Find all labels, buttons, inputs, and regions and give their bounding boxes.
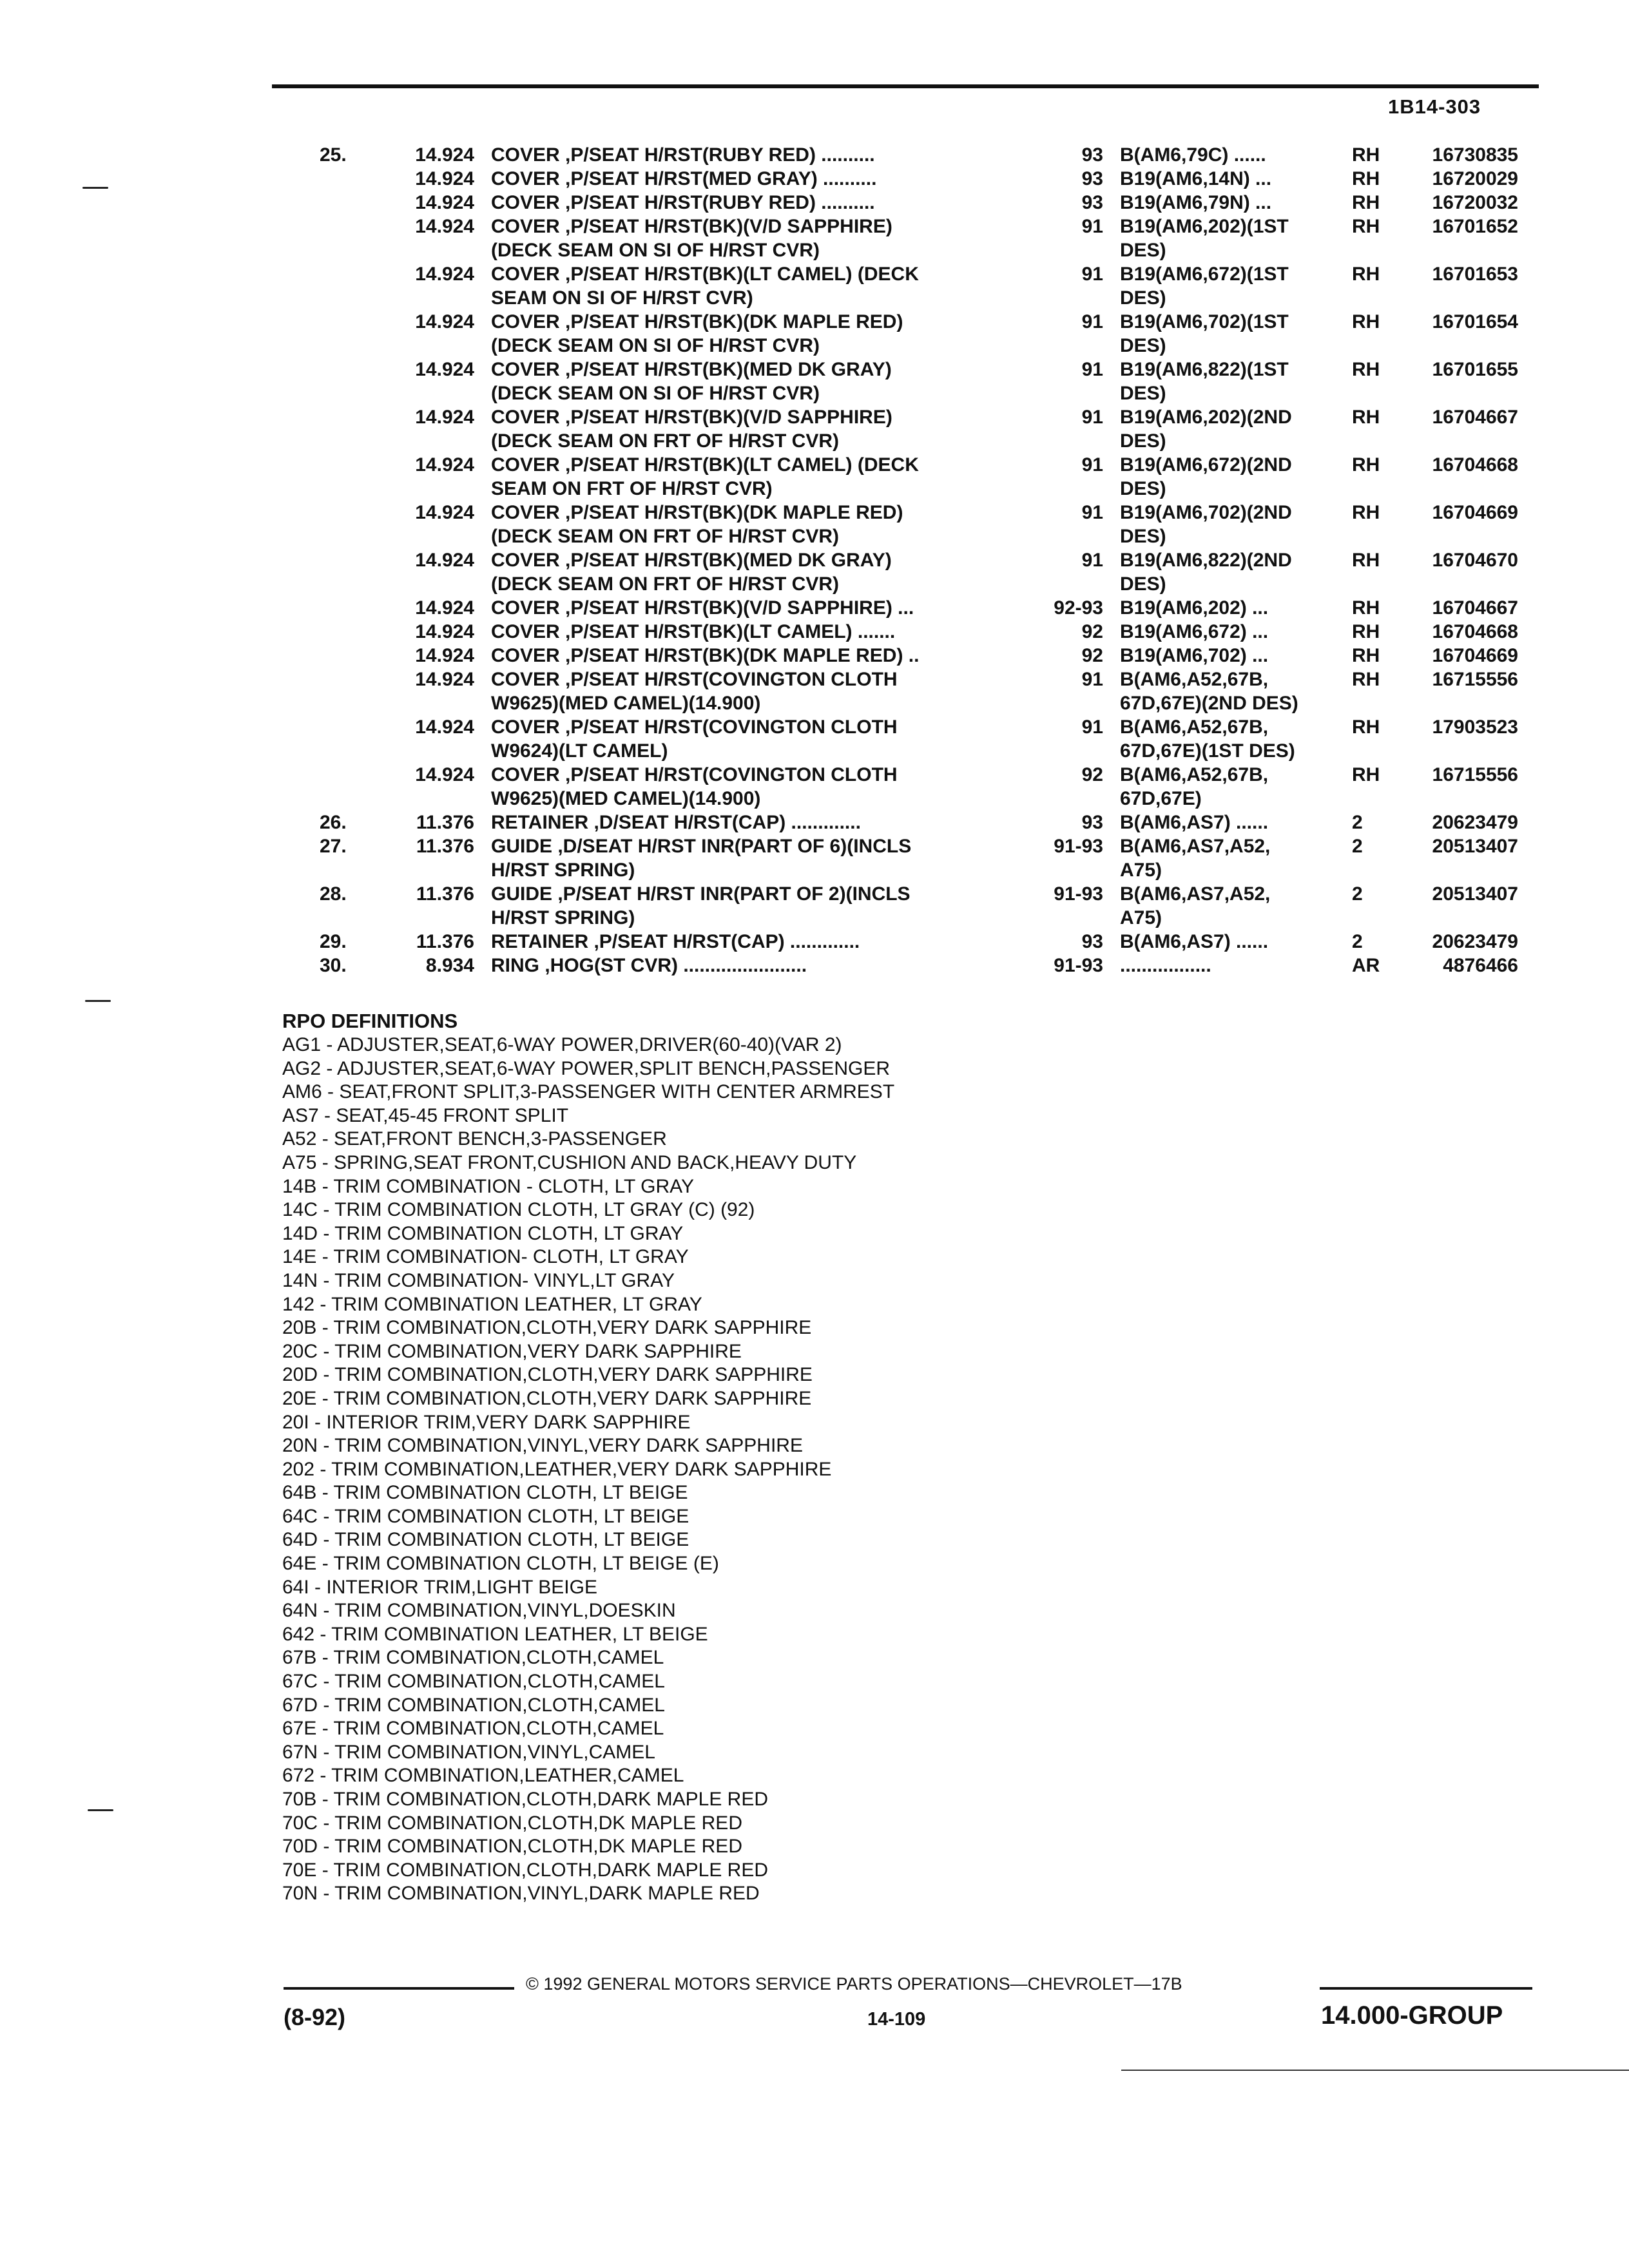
part-description: COVER ,P/SEAT H/RST(BK)(LT CAMEL) ....... (491, 621, 896, 642)
item-number: 25. (320, 144, 347, 166)
part-description: RETAINER ,D/SEAT H/RST(CAP) ............. (491, 812, 861, 833)
rpo-line: 20I - INTERIOR TRIM,VERY DARK SAPPHIRE (282, 1411, 691, 1433)
footer-rule (284, 1987, 514, 1990)
rpo-line: 14C - TRIM COMBINATION CLOTH, LT GRAY (C) (92) (282, 1199, 755, 1221)
rpo-line: 14E - TRIM COMBINATION- CLOTH, LT GRAY (282, 1246, 689, 1268)
group-number: 14.924 (415, 216, 474, 237)
model-usage: ................. (1120, 955, 1211, 976)
rpo-line: 67E - TRIM COMBINATION,CLOTH,CAMEL (282, 1718, 664, 1740)
group-number: 14.924 (415, 407, 474, 428)
rpo-line: 20D - TRIM COMBINATION,CLOTH,VERY DARK SAPPHIRE (282, 1364, 813, 1386)
model-year: 91 (1081, 264, 1103, 285)
rpo-line: 64C - TRIM COMBINATION CLOTH, LT BEIGE (282, 1505, 689, 1527)
group-number: 11.376 (416, 883, 474, 905)
part-number: 16720029 (1432, 168, 1518, 189)
rpo-line: 67N - TRIM COMBINATION,VINYL,CAMEL (282, 1741, 655, 1763)
part-number: 20513407 (1432, 883, 1518, 905)
rpo-line: 64I - INTERIOR TRIM,LIGHT BEIGE (282, 1576, 597, 1598)
parts-row (0, 143, 1629, 167)
parts-row (0, 548, 1629, 596)
rpo-line: 70N - TRIM COMBINATION,VINYL,DARK MAPLE RED (282, 1883, 760, 1905)
part-description: COVER ,P/SEAT H/RST(BK)(V/D SAPPHIRE) (DECK SEAM ON FRT OF H/RST CVR) (491, 407, 892, 452)
parts-row (0, 954, 1629, 977)
model-year: 91 (1081, 359, 1103, 380)
rpo-line: 14N - TRIM COMBINATION- VINYL,LT GRAY (282, 1269, 675, 1291)
model-year: 92 (1081, 645, 1103, 666)
part-number: 20623479 (1432, 812, 1518, 833)
rpo-line: A52 - SEAT,FRONT BENCH,3-PASSENGER (282, 1128, 667, 1150)
part-number: 16701654 (1432, 311, 1518, 332)
model-usage: B19(AM6,202)(2ND DES) (1120, 407, 1292, 452)
quantity: RH (1352, 359, 1380, 380)
model-year: 92 (1081, 764, 1103, 785)
group-number: 14.924 (415, 264, 474, 285)
group-number: 11.376 (416, 836, 474, 857)
item-number: 30. (320, 955, 347, 976)
quantity: 2 (1352, 931, 1363, 952)
group-number: 14.924 (415, 168, 474, 189)
model-year: 91-93 (1054, 883, 1103, 905)
group-number: 14.924 (415, 764, 474, 785)
bottom-rule (1121, 2070, 1629, 2071)
quantity: RH (1352, 669, 1380, 690)
model-year: 93 (1081, 168, 1103, 189)
part-description: COVER ,P/SEAT H/RST(BK)(DK MAPLE RED) .. (491, 645, 920, 666)
footer-group: 14.000-GROUP (1321, 2001, 1503, 2030)
parts-row (0, 644, 1629, 668)
model-usage: B(AM6,AS7) ...... (1120, 931, 1269, 952)
quantity: RH (1352, 621, 1380, 642)
parts-row (0, 167, 1629, 191)
parts-row (0, 834, 1629, 882)
model-usage: B19(AM6,822)(1ST DES) (1120, 359, 1289, 404)
model-usage: B19(AM6,702)(2ND DES) (1120, 502, 1292, 547)
quantity: RH (1352, 716, 1380, 738)
quantity: 2 (1352, 883, 1363, 905)
rpo-line: 70C - TRIM COMBINATION,CLOTH,DK MAPLE RED (282, 1812, 742, 1834)
parts-row (0, 930, 1629, 954)
item-number: 28. (320, 883, 347, 905)
group-number: 14.924 (415, 502, 474, 523)
rpo-line: 20C - TRIM COMBINATION,VERY DARK SAPPHIRE (282, 1340, 742, 1362)
quantity: RH (1352, 192, 1380, 213)
parts-row (0, 262, 1629, 310)
part-number: 20513407 (1432, 836, 1518, 857)
parts-row (0, 501, 1629, 548)
part-number: 16704668 (1432, 621, 1518, 642)
quantity: RH (1352, 454, 1380, 476)
parts-row (0, 358, 1629, 405)
part-description: COVER ,P/SEAT H/RST(BK)(V/D SAPPHIRE) (DECK SEAM ON SI OF H/RST CVR) (491, 216, 892, 261)
model-usage: B19(AM6,702)(1ST DES) (1120, 311, 1289, 356)
model-usage: B(AM6,79C) ...... (1120, 144, 1266, 166)
rpo-list (282, 1033, 1184, 1906)
parts-row (0, 811, 1629, 834)
rpo-line: 70B - TRIM COMBINATION,CLOTH,DARK MAPLE RED (282, 1789, 768, 1810)
model-usage: B19(AM6,79N) ... (1120, 192, 1272, 213)
rpo-line: 70E - TRIM COMBINATION,CLOTH,DARK MAPLE RED (282, 1859, 768, 1881)
rpo-line: 67C - TRIM COMBINATION,CLOTH,CAMEL (282, 1671, 665, 1693)
item-number: 26. (320, 812, 347, 833)
part-number: 16701655 (1432, 359, 1518, 380)
footer-page-number: 14-109 (867, 2009, 926, 2030)
part-description: GUIDE ,D/SEAT H/RST INR(PART OF 6)(INCLS H/RST SPRING) (491, 836, 912, 881)
part-description: COVER ,P/SEAT H/RST(COVINGTON CLOTH W9625)(MED CAMEL)(14.900) (491, 669, 898, 714)
model-year: 91 (1081, 407, 1103, 428)
group-number: 14.924 (415, 359, 474, 380)
quantity: RH (1352, 597, 1380, 619)
model-usage: B19(AM6,202) ... (1120, 597, 1269, 619)
item-number: 29. (320, 931, 347, 952)
group-number: 14.924 (415, 454, 474, 476)
part-description: COVER ,P/SEAT H/RST(BK)(DK MAPLE RED) (DECK SEAM ON FRT OF H/RST CVR) (491, 502, 903, 547)
rpo-line: 64D - TRIM COMBINATION CLOTH, LT BEIGE (282, 1529, 689, 1551)
quantity: AR (1352, 955, 1380, 976)
part-number: 16704668 (1432, 454, 1518, 476)
rpo-line: 142 - TRIM COMBINATION LEATHER, LT GRAY (282, 1293, 702, 1315)
part-number: 20623479 (1432, 931, 1518, 952)
model-year: 91 (1081, 550, 1103, 571)
rpo-title: RPO DEFINITIONS (282, 1010, 458, 1032)
rpo-line: 64N - TRIM COMBINATION,VINYL,DOESKIN (282, 1600, 676, 1622)
margin-mark (85, 1000, 111, 1002)
footer-date-code: (8-92) (284, 2004, 346, 2030)
part-description: RETAINER ,P/SEAT H/RST(CAP) ............. (491, 931, 860, 952)
rpo-line: 14B - TRIM COMBINATION - CLOTH, LT GRAY (282, 1175, 694, 1197)
model-usage: B19(AM6,672)(2ND DES) (1120, 454, 1292, 499)
margin-mark (88, 1809, 113, 1811)
footer-rule (1320, 1987, 1532, 1990)
model-year: 93 (1081, 812, 1103, 833)
parts-list (0, 143, 1629, 977)
part-number: 16704670 (1432, 550, 1518, 571)
part-description: COVER ,P/SEAT H/RST(COVINGTON CLOTH W9624)(LT CAMEL) (491, 716, 898, 762)
rpo-line: 202 - TRIM COMBINATION,LEATHER,VERY DARK SAPPHIRE (282, 1458, 832, 1480)
rpo-line: A75 - SPRING,SEAT FRONT,CUSHION AND BACK,HEAVY DUTY (282, 1151, 857, 1173)
parts-row (0, 191, 1629, 215)
rpo-line: 14D - TRIM COMBINATION CLOTH, LT GRAY (282, 1222, 684, 1244)
model-year: 91 (1081, 311, 1103, 332)
model-year: 91 (1081, 669, 1103, 690)
rpo-line: AG1 - ADJUSTER,SEAT,6-WAY POWER,DRIVER(60-40)(VAR 2) (282, 1034, 842, 1055)
quantity: 2 (1352, 812, 1363, 833)
rpo-line: 642 - TRIM COMBINATION LEATHER, LT BEIGE (282, 1623, 708, 1645)
rpo-definitions (282, 1009, 1184, 1906)
rpo-line: AM6 - SEAT,FRONT SPLIT,3-PASSENGER WITH CENTER ARMREST (282, 1081, 895, 1103)
part-number: 16720032 (1432, 192, 1518, 213)
part-description: COVER ,P/SEAT H/RST(RUBY RED) .......... (491, 144, 875, 166)
group-number: 14.924 (415, 144, 474, 166)
model-usage: B(AM6,AS7,A52, A75) (1120, 883, 1271, 928)
model-year: 91-93 (1054, 836, 1103, 857)
group-number: 14.924 (415, 192, 474, 213)
model-usage: B(AM6,AS7,A52, A75) (1120, 836, 1271, 881)
quantity: RH (1352, 311, 1380, 332)
group-number: 14.924 (415, 597, 474, 619)
item-number: 27. (320, 836, 347, 857)
part-description: COVER ,P/SEAT H/RST(BK)(MED DK GRAY) (DECK SEAM ON FRT OF H/RST CVR) (491, 550, 892, 595)
part-number: 17903523 (1432, 716, 1518, 738)
group-number: 14.924 (415, 669, 474, 690)
model-year: 92 (1081, 621, 1103, 642)
rpo-line: 20B - TRIM COMBINATION,CLOTH,VERY DARK SAPPHIRE (282, 1317, 812, 1339)
part-number: 16704669 (1432, 502, 1518, 523)
model-usage: B19(AM6,822)(2ND DES) (1120, 550, 1292, 595)
model-year: 93 (1081, 192, 1103, 213)
parts-row (0, 215, 1629, 262)
part-number: 16730835 (1432, 144, 1518, 166)
model-usage: B(AM6,A52,67B, 67D,67E) (1120, 764, 1269, 809)
model-year: 93 (1081, 931, 1103, 952)
footer-copyright: © 1992 GENERAL MOTORS SERVICE PARTS OPERATIONS—CHEVROLET—17B (526, 1974, 1182, 1994)
part-description: COVER ,P/SEAT H/RST(COVINGTON CLOTH W9625)(MED CAMEL)(14.900) (491, 764, 898, 809)
page-id: 1B14-303 (1388, 95, 1481, 118)
part-number: 4876466 (1443, 955, 1518, 976)
rpo-line: 64E - TRIM COMBINATION CLOTH, LT BEIGE (E) (282, 1553, 719, 1575)
group-number: 14.924 (415, 716, 474, 738)
group-number: 14.924 (415, 621, 474, 642)
quantity: RH (1352, 168, 1380, 189)
rpo-line: AG2 - ADJUSTER,SEAT,6-WAY POWER,SPLIT BENCH,PASSENGER (282, 1057, 890, 1079)
part-description: RING ,HOG(ST CVR) ....................... (491, 955, 807, 976)
quantity: RH (1352, 550, 1380, 571)
model-usage: B19(AM6,672)(1ST DES) (1120, 264, 1289, 309)
quantity: RH (1352, 502, 1380, 523)
parts-row (0, 405, 1629, 453)
part-description: COVER ,P/SEAT H/RST(RUBY RED) .......... (491, 192, 875, 213)
rpo-line: 20E - TRIM COMBINATION,CLOTH,VERY DARK SAPPHIRE (282, 1387, 812, 1409)
part-number: 16715556 (1432, 764, 1518, 785)
parts-row (0, 310, 1629, 358)
quantity: RH (1352, 407, 1380, 428)
quantity: RH (1352, 645, 1380, 666)
parts-row (0, 882, 1629, 930)
model-year: 91 (1081, 216, 1103, 237)
model-usage: B19(AM6,672) ... (1120, 621, 1269, 642)
parts-row (0, 620, 1629, 644)
model-usage: B19(AM6,702) ... (1120, 645, 1269, 666)
group-number: 14.924 (415, 550, 474, 571)
model-usage: B19(AM6,202)(1ST DES) (1120, 216, 1289, 261)
rpo-line: 672 - TRIM COMBINATION,LEATHER,CAMEL (282, 1765, 684, 1787)
group-number: 14.924 (415, 645, 474, 666)
rpo-line: 70D - TRIM COMBINATION,CLOTH,DK MAPLE RED (282, 1836, 742, 1858)
model-year: 91-93 (1054, 955, 1103, 976)
model-year: 92-93 (1054, 597, 1103, 619)
rpo-line: 20N - TRIM COMBINATION,VINYL,VERY DARK SAPPHIRE (282, 1435, 803, 1457)
part-number: 16701652 (1432, 216, 1518, 237)
part-number: 16704667 (1432, 407, 1518, 428)
quantity: RH (1352, 764, 1380, 785)
model-usage: B(AM6,A52,67B, 67D,67E)(2ND DES) (1120, 669, 1298, 714)
parts-row (0, 596, 1629, 620)
part-description: GUIDE ,P/SEAT H/RST INR(PART OF 2)(INCLS H/RST SPRING) (491, 883, 911, 928)
part-number: 16704667 (1432, 597, 1518, 619)
rpo-line: 67B - TRIM COMBINATION,CLOTH,CAMEL (282, 1647, 664, 1669)
part-description: COVER ,P/SEAT H/RST(MED GRAY) .......... (491, 168, 877, 189)
part-description: COVER ,P/SEAT H/RST(BK)(MED DK GRAY) (DECK SEAM ON SI OF H/RST CVR) (491, 359, 892, 404)
part-description: COVER ,P/SEAT H/RST(BK)(LT CAMEL) (DECK SEAM ON SI OF H/RST CVR) (491, 264, 919, 309)
group-number: 11.376 (416, 812, 474, 833)
parts-row (0, 453, 1629, 501)
model-usage: B(AM6,A52,67B, 67D,67E)(1ST DES) (1120, 716, 1295, 762)
model-year: 91 (1081, 716, 1103, 738)
parts-row (0, 715, 1629, 763)
model-year: 91 (1081, 502, 1103, 523)
part-number: 16704669 (1432, 645, 1518, 666)
quantity: 2 (1352, 836, 1363, 857)
parts-row (0, 668, 1629, 715)
rpo-line: 67D - TRIM COMBINATION,CLOTH,CAMEL (282, 1694, 665, 1716)
model-usage: B19(AM6,14N) ... (1120, 168, 1272, 189)
part-description: COVER ,P/SEAT H/RST(BK)(DK MAPLE RED) (DECK SEAM ON SI OF H/RST CVR) (491, 311, 903, 356)
rpo-line: 64B - TRIM COMBINATION CLOTH, LT BEIGE (282, 1482, 688, 1504)
margin-mark (82, 187, 108, 189)
group-number: 8.934 (425, 955, 474, 976)
model-usage: B(AM6,AS7) ...... (1120, 812, 1269, 833)
model-year: 93 (1081, 144, 1103, 166)
quantity: RH (1352, 216, 1380, 237)
quantity: RH (1352, 264, 1380, 285)
part-number: 16715556 (1432, 669, 1518, 690)
group-number: 14.924 (415, 311, 474, 332)
part-description: COVER ,P/SEAT H/RST(BK)(LT CAMEL) (DECK SEAM ON FRT OF H/RST CVR) (491, 454, 919, 499)
parts-row (0, 763, 1629, 811)
quantity: RH (1352, 144, 1380, 166)
model-year: 91 (1081, 454, 1103, 476)
part-number: 16701653 (1432, 264, 1518, 285)
rpo-line: AS7 - SEAT,45-45 FRONT SPLIT (282, 1104, 569, 1126)
group-number: 11.376 (416, 931, 474, 952)
part-description: COVER ,P/SEAT H/RST(BK)(V/D SAPPHIRE) ... (491, 597, 914, 619)
header-rule (272, 84, 1539, 88)
